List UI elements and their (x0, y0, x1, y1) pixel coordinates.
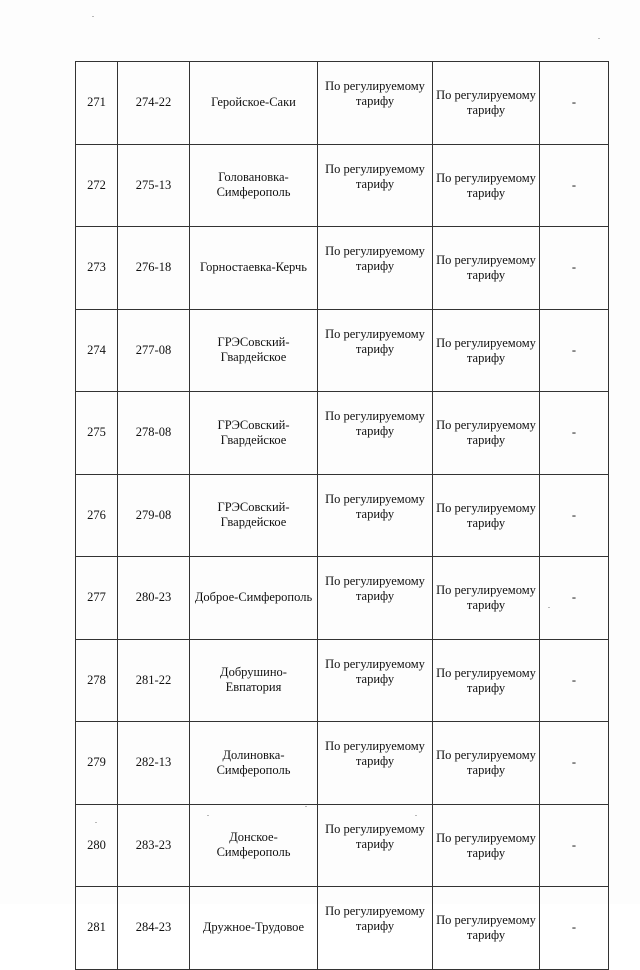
tariff-cell-secondary: По регулируемому тарифу (433, 804, 540, 887)
dash-cell: - (540, 639, 609, 722)
route-name: Долиновка-Симферополь (190, 722, 318, 805)
route-code: 276-18 (118, 227, 190, 310)
route-code: 278-08 (118, 392, 190, 475)
table-row (76, 309, 609, 392)
table-row (76, 227, 609, 310)
tariff-cell-secondary: По регулируемому тарифу (433, 474, 540, 557)
tariff-cell-secondary: По регулируемому тарифу (433, 639, 540, 722)
scan-speck (207, 815, 209, 816)
tariff-cell: По регулируемому тарифу (318, 804, 433, 887)
row-number: 281 (76, 887, 118, 970)
route-name: ГРЭСовский-Гвардейское (190, 392, 318, 475)
table-row (76, 722, 609, 805)
tariff-cell: По регулируемому тарифу (318, 227, 433, 310)
tariff-cell-secondary: По регулируемому тарифу (433, 722, 540, 805)
row-number: 273 (76, 227, 118, 310)
row-number: 271 (76, 62, 118, 145)
dash-cell: - (540, 144, 609, 227)
tariff-cell: По регулируемому тарифу (318, 722, 433, 805)
route-code: 277-08 (118, 309, 190, 392)
row-number: 272 (76, 144, 118, 227)
scan-speck (92, 16, 94, 17)
scan-speck (95, 822, 97, 823)
routes-table-body (76, 62, 609, 970)
route-code: 282-13 (118, 722, 190, 805)
dash-cell: - (540, 309, 609, 392)
route-name: Донское-Симферополь (190, 804, 318, 887)
dash-cell: - (540, 62, 609, 145)
row-number: 280 (76, 804, 118, 887)
route-code: 281-22 (118, 639, 190, 722)
row-number: 279 (76, 722, 118, 805)
route-name: ГРЭСовский-Гвардейское (190, 474, 318, 557)
route-name: Горностаевка-Керчь (190, 227, 318, 310)
row-number: 274 (76, 309, 118, 392)
tariff-cell: По регулируемому тарифу (318, 639, 433, 722)
dash-cell: - (540, 474, 609, 557)
route-name: Добрушино-Евпатория (190, 639, 318, 722)
tariff-cell: По регулируемому тарифу (318, 392, 433, 475)
tariff-cell-secondary: По регулируемому тарифу (433, 144, 540, 227)
table-row (76, 474, 609, 557)
route-name: Головановка-Симферополь (190, 144, 318, 227)
route-name: Доброе-Симферополь (190, 557, 318, 640)
row-number: 278 (76, 639, 118, 722)
routes-table (75, 61, 609, 970)
dash-cell: - (540, 227, 609, 310)
dash-cell: - (540, 557, 609, 640)
tariff-cell-secondary: По регулируемому тарифу (433, 62, 540, 145)
table-row (76, 639, 609, 722)
table-row (76, 62, 609, 145)
route-name: Геройское-Саки (190, 62, 318, 145)
tariff-cell-secondary: По регулируемому тарифу (433, 227, 540, 310)
row-number: 276 (76, 474, 118, 557)
scan-speck (415, 815, 417, 816)
route-code: 275-13 (118, 144, 190, 227)
tariff-cell: По регулируемому тарифу (318, 62, 433, 145)
table-row (76, 557, 609, 640)
tariff-cell: По регулируемому тарифу (318, 309, 433, 392)
route-code: 280-23 (118, 557, 190, 640)
tariff-cell: По регулируемому тарифу (318, 144, 433, 227)
tariff-cell: По регулируемому тарифу (318, 474, 433, 557)
tariff-cell: По регулируемому тарифу (318, 887, 433, 970)
table-row (76, 804, 609, 887)
row-number: 277 (76, 557, 118, 640)
tariff-cell: По регулируемому тарифу (318, 557, 433, 640)
table-row (76, 144, 609, 227)
tariff-cell-secondary: По регулируемому тарифу (433, 557, 540, 640)
scan-speck (548, 607, 550, 608)
tariff-cell-secondary: По регулируемому тарифу (433, 392, 540, 475)
tariff-cell-secondary: По регулируемому тарифу (433, 309, 540, 392)
dash-cell: - (540, 722, 609, 805)
table-row (76, 392, 609, 475)
row-number: 275 (76, 392, 118, 475)
route-code: 279-08 (118, 474, 190, 557)
tariff-cell-secondary: По регулируемому тарифу (433, 887, 540, 970)
route-code: 274-22 (118, 62, 190, 145)
scan-speck (305, 806, 307, 807)
route-name: ГРЭСовский-Гвардейское (190, 309, 318, 392)
route-name: Дружное-Трудовое (190, 887, 318, 970)
dash-cell: - (540, 392, 609, 475)
dash-cell: - (540, 887, 609, 970)
route-code: 284-23 (118, 887, 190, 970)
table-row (76, 887, 609, 970)
scan-speck (598, 38, 600, 39)
dash-cell: - (540, 804, 609, 887)
route-code: 283-23 (118, 804, 190, 887)
